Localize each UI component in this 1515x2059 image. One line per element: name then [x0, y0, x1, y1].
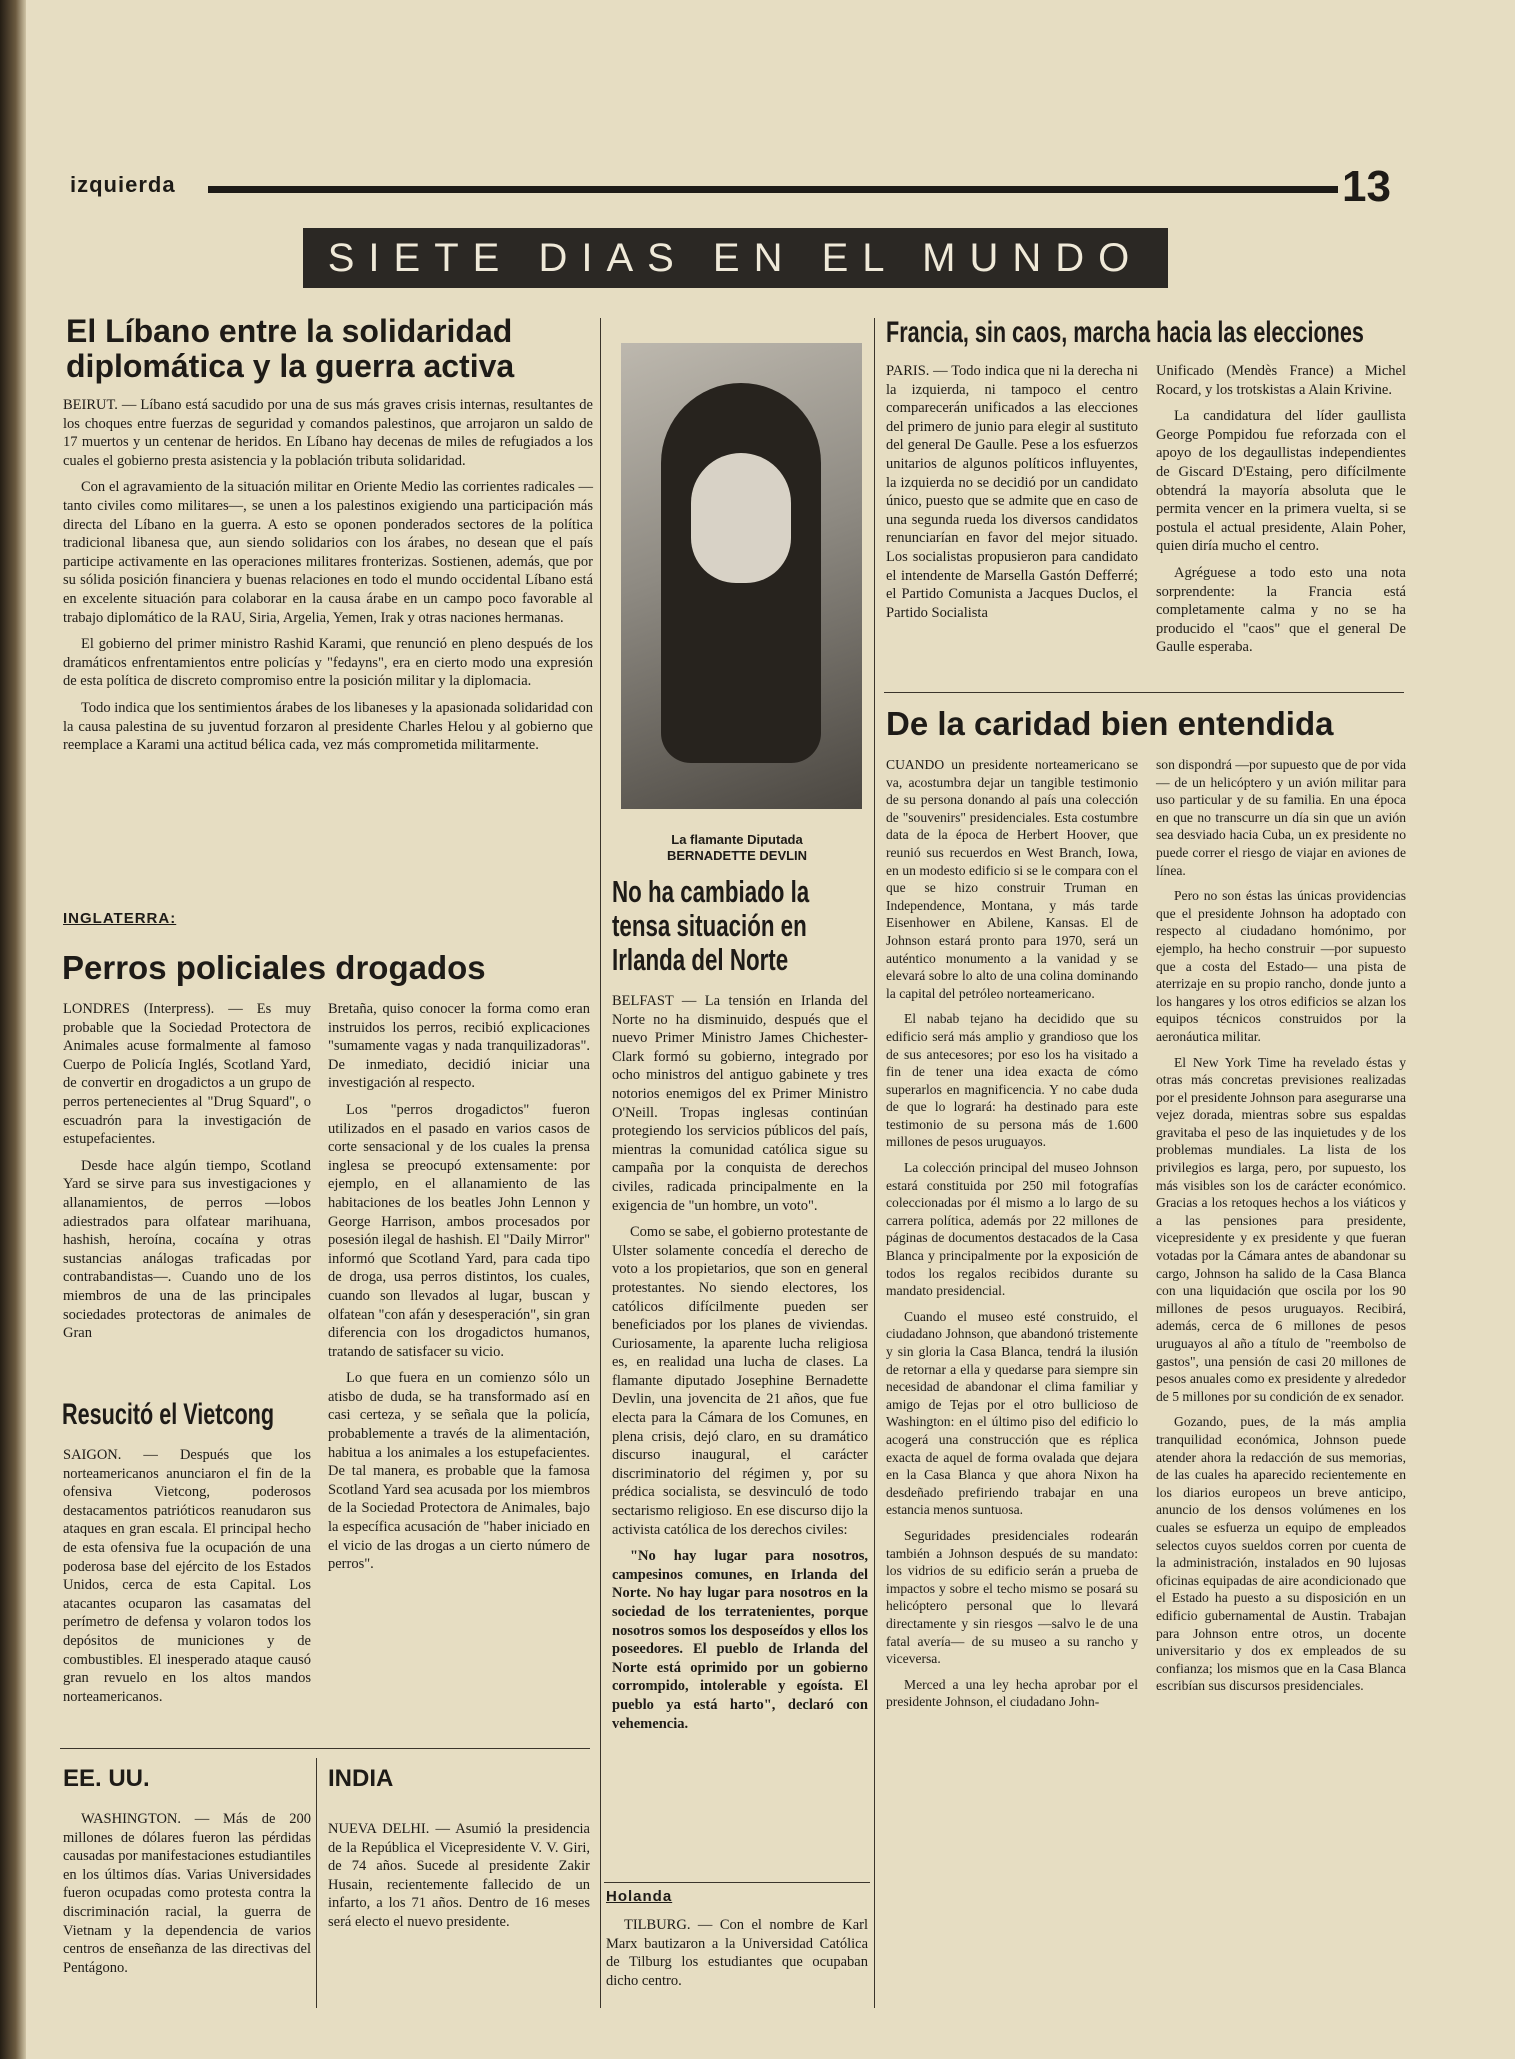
paragraph: PARIS. — Todo indica que ni la derecha ni la izquierda, ni tampoco el centro comparecerán unificados a las elecciones del primero de junio para elegir al sustituto del general De Gaulle. Pese a los esfuerzos unitarios de algunos políticos influyentes, la izquierda no se decidió por un candidato único, puesto que se admite que en caso de una segunda rueda los diversos candidatos renunciarían en favor del mejor situado. Los socialistas propusieron para candidato el intendente de Marsella Gastón Defferré; el Partido Comunista a Jacques Duclos, el Partido Socialista	[886, 363, 1138, 621]
paragraph: Pero no son éstas las únicas providencias que el presidente Johnson ha adoptado con respecto al ciudadano homónimo, por ejemplo, ha hecho construir —por supuesto que a costa del Estado— una pista de aterrizaje en su propio rancho, donde junto a los hangares y los otros edificios se alzan los equipos técnicos construidos por la aeronáutica militar.	[1156, 888, 1406, 1044]
paragraph: LONDRES (Interpress). — Es muy probable que la Sociedad Protectora de Animales acuse formalmente al famoso Cuerpo de Policía Inglés, Scotland Yard, de convertir en drogadictos a un grupo de perros pertenecientes al "Drug Squard", o escuadrón para la investigación de estupefacientes.	[63, 1001, 311, 1148]
section-rule	[60, 1748, 590, 1749]
column-rule	[600, 318, 601, 2008]
francia-column-2	[1156, 362, 1406, 665]
paragraph: Como se sabe, el gobierno protestante de Ulster solamente concedía el derecho de voto a los propietarios, que son en general protestantes. No siendo electores, los católicos difícilmente pueden ser beneficiados por los planes de viviendas. Curiosamente, la aparente lucha religiosa es, en realidad una lucha de clases. La flamante diputado Josephine Bernadette Devlin, una jovencita de 21 años, que fue electa para la Cámara de los Comunes, en plena crisis, dejó claro, en su dramático discurso inaugural, el carácter discriminatorio del régimen y, por su prédica socialista, se desvinculó de todo sectarismo religioso. En ese discurso dijo la activista católica de los derechos civiles:	[612, 1224, 868, 1538]
paragraph: Agréguese a todo esto una nota sorprendente: la Francia está completamente calma y no se ha producido el "caos" que el general De Gaulle esperaba.	[1156, 564, 1406, 656]
vietcong-headline-box	[62, 1398, 312, 1438]
page-number: 13	[1342, 162, 1391, 211]
paragraph: TILBURG. — Con el nombre de Karl Marx bautizaron a la Universidad Católica de Tilburg los estudiantes que ocupaban dicho centro.	[606, 1917, 868, 1989]
photo-face	[691, 453, 791, 583]
inglaterra-column-2	[328, 1000, 590, 1582]
paragraph: NUEVA DELHI. — Asumió la presidencia de la República el Vicepresidente V. V. Giri, de 74 años. Sucede al presidente Zakir Husain, recientemente fallecido de un infarto, a los 71 años. Dentro de 16 meses será electo el nuevo presidente.	[328, 1821, 590, 1930]
vietcong-headline: Resucitó el Vietcong	[62, 1398, 275, 1431]
holanda-article	[606, 1916, 868, 1998]
bernadette-devlin-photo	[621, 343, 862, 809]
caridad-headline: De la caridad bien entendida	[886, 705, 1334, 742]
libano-headline: El Líbano entre la solidaridad diplomática y la guerra activa	[66, 313, 515, 384]
section-rule	[604, 1882, 870, 1883]
paragraph: La candidatura del líder gaullista George Pompidou fue reforzada con el apoyo de los degaullistas independientes de Giscard D'Estaing, pero difícilmente obtendrá la mayoría absoluta que le permita vencer en la primera vuelta, si se postula el actual presidente, Alain Poher, quien diría mucho el centro.	[1156, 408, 1406, 555]
francia-headline: Francia, sin caos, marcha hacia las elecciones	[886, 316, 1364, 349]
publication-name: izquierda	[70, 172, 176, 197]
paragraph: Desde hace algún tiempo, Scotland Yard se sirve para sus investigaciones y allanamientos, de perros —lobos adiestrados para olfatear marihuana, hashish, heroína, cocaína y otras sustancias análogas traficadas por contrabandistas—. Cuando uno de los miembros de una de las principales sociedades protectoras de animales de Gran	[63, 1157, 311, 1342]
paragraph: BELFAST — La tensión en Irlanda del Norte no ha disminuido, después que el nuevo Primer Ministro James Chichester-Clark formó su gobierno, integrado por ocho ministros del antiguo gabinete y tres notorios enemigos del ex Primer Ministro O'Neill. Tropas inglesas continúan protegiendo los servicios públicos del país, mientras la comunidad católica sigue su campaña por la conquista de derechos civiles, radicada principalmente en la exigencia de "un hombre, un voto".	[612, 993, 868, 1214]
section-banner: SIETE DIAS EN EL MUNDO	[303, 228, 1168, 288]
paragraph: BEIRUT. — Líbano está sacudido por una de sus más graves crisis internas, resultantes de los choques entre fuerzas de seguridad y comandos palestinos, que arrojaron un saldo de 17 muertos y un centenar de heridos. En Líbano hay decenas de miles de refugiados a los cuales el gobierno presta asistencia y la población tributa solidaridad.	[63, 397, 593, 469]
photo-caption-line-1: La flamante Diputada	[671, 832, 803, 847]
paragraph: Todo indica que los sentimientos árabes de los libaneses y la apasionada solidaridad con la causa palestina de su juventud forzaron al presidente Charles Helou y al gobierno que reemplace a Karami una actitud bélica cada, vez más comprometida militarmente.	[63, 699, 593, 754]
paragraph: Cuando el museo esté construido, el ciudadano Johnson, que abandonó tristemente y sin gloria la Casa Blanca, tendrá la ilusión de retornar a ella y quedarse para siempre sin necesidad de abandonar el clima familiar y amigo de Tejas por el otro bullicioso de Washington: en el último piso del edificio lo acogerá una construcción que es réplica exacta de aquel de forma ovalada que dejara en la Casa Blanca y que ahora Nixon ha desdeñado prefiriendo trabajar en una estancia menos suntuosa.	[886, 1308, 1138, 1518]
section-label-india: INDIA	[328, 1765, 394, 1792]
section-rule	[884, 692, 1404, 693]
column-rule	[316, 1758, 317, 2008]
francia-column-1	[886, 362, 1138, 630]
section-label-inglaterra: INGLATERRA:	[63, 910, 177, 927]
irlanda-headline-line: No ha cambiado la	[612, 875, 810, 909]
irlanda-article	[612, 992, 868, 1741]
vietcong-article	[63, 1446, 311, 1714]
paragraph: Unificado (Mendès France) a Michel Rocard, y los trotskistas a Alain Krivine.	[1156, 363, 1406, 398]
paragraph: Los "perros drogadictos" fueron utilizados en el pasado en varios casos de corte sensacional y de los cuales la prensa inglesa se preocupó extensamente: por ejemplo, en el allanamiento de las habitaciones de los beatles John Lennon y George Harrison, ambos procesados por posesión ilegal de hashish. El "Daily Mirror" informó que Scotland Yard, para cada tipo de droga, usa perros distintos, los cuales, cuando son llevados al lugar, buscan y olfatean "con afán y desesperación", sin gran diferencia con los drogadictos humanos, tratando de satisfacer su vicio.	[328, 1101, 590, 1360]
paragraph: WASHINGTON. — Más de 200 millones de dólares fueron las pérdidas causadas por manifestaciones estudiantiles en los últimos días. Varias Universidades fueron ocupadas como protesta contra la discriminación racial, la guerra de Vietnam y la dependencia de varios centros de enseñanza de las directivas del Pentágono.	[63, 1811, 311, 1976]
paragraph: Lo que fuera en un comienzo sólo un atisbo de duda, se ha transformado así en casi certeza, y se señala que la policía, probablemente a través de la alimentación, habitua a los animales a los estupefacientes. De tal manera, es probable que la famosa Scotland Yard sea acusada por los miembros de la Sociedad Protectora de Animales, bajo la específica acusación de "haber iniciado en el vicio de las drogas a un cierto número de perros".	[328, 1370, 590, 1573]
paragraph: son dispondrá —por supuesto que de por vida— de un helicóptero y un avión militar para uso particular y de su familia. En una época en que no transcurre un día sin que un avión sea desviado hacia Cuba, un ex presidente no puede correr el riesgo de viajar en aviones de línea.	[1156, 757, 1406, 878]
paragraph: Con el agravamiento de la situación militar en Oriente Medio las corrientes radicales —tanto civiles como militares—, se unen a los palestinos exigiendo una participación más directa del Líbano en la guerra. A esto se oponen ponderados sectores de la política tradicional libanesa que, aun siendo solidarios con los árabes, no desean que el país participe activamente en las operaciones militares fronterizas. Sostienen, además, que por su sólida posición financiera y buenas relaciones en todo el mundo occidental Líbano está en excelente situación para colaborar en la causa árabe en un campo poco favorable al trabajo diplomático de la RAU, Siria, Argelia, Yemen, Irak y otras naciones hermanas.	[63, 479, 593, 626]
paragraph: Gozando, pues, de la más amplia tranquilidad económica, Johnson puede atender ahora la redacción de sus memorias, de las cuales ha aparecido recientemente en los diarios europeos un breve anticipo, anuncio de los densos volúmenes en los cuales se esfuerza un equipo de empleados selectos cuyos sueldos corren por cuenta de la administración, instalados en 90 lujosas oficinas equipadas de aire acondicionado que el Estado ha puesto a su disposición en un edificio gubernamental de Austin. Trabajan para Johnson entre otros, un docente universitario y dos ex empleados de su confianza; los mismos que en la Casa Blanca escribían sus discursos presidenciales.	[1156, 1414, 1406, 1694]
paragraph: El New York Time ha revelado éstas y otras más concretas previsiones realizadas por el presidente Johnson para asegurarse una vejez dorada, mientras sobre sus espaldas gravitaba el peso de las inquietudes y de los problemas mundiales. La lista de los privilegios es larga, pero, por supuesto, los más visibles son los de carácter económico. Gracias a los retoques hechos a los viáticos y a las pensiones para presidente, vicepresidente y ex presidente y que fueran votadas por la Cámara antes de abandonar su cargo, Johnson ha salido de la Casa Blanca con una liquidación que oscila por los 90 millones de pesos uruguayos. Recibirá, además, cerca de 6 millones de pesos uruguayos al año a título de "reembolso de gastos", una pensión de casi 20 millones de pesos anuales como ex presidente y alrededor de 5 millones por su condición de ex senador.	[1156, 1054, 1406, 1404]
photo-caption	[604, 832, 870, 864]
paragraph: Merced a una ley hecha aprobar por el presidente Johnson, el ciudadano John-	[886, 1676, 1138, 1710]
irlanda-headline	[612, 875, 870, 985]
eeuu-article	[63, 1810, 311, 1985]
inglaterra-column-1	[63, 1000, 311, 1351]
francia-headline-box	[886, 316, 1406, 360]
photo-caption-line-2: BERNADETTE DEVLIN	[666, 848, 808, 863]
irlanda-headline-line: Irlanda del Norte	[612, 942, 789, 978]
book-binding-shadow	[0, 0, 26, 2059]
paragraph: SAIGON. — Después que los norteamericanos anunciaron el fin de la ofensiva Vietcong, poderosos destacamentos patrióticos reanudaron sus ataques en gran escala. El principal hecho de esta ofensiva fue la ocupación de una poderosa base del ejército de los Estados Unidos, cerca de esta Capital. Los atacantes ocuparon las casamatas del perímetro de defensa y volaron todos los depósitos de municiones y de combustibles. El inesperado ataque causó gran revuelo en los altos mandos norteamericanos.	[63, 1447, 311, 1705]
caridad-column-1	[886, 756, 1138, 1719]
inglaterra-headline: Perros policiales drogados	[62, 949, 486, 986]
paragraph: El gobierno del primer ministro Rashid Karami, que renunció en pleno después de los dramáticos enfrentamientos entre policías y "fedayns", era en cierto modo una expresión de esta política de discreto compromiso entre la posición militar y la diplomacia.	[63, 636, 593, 690]
india-article	[328, 1820, 590, 1940]
paragraph: La colección principal del museo Johnson estará constituida por 250 mil fotografías coleccionadas por él mismo a lo largo de su carrera política, además por 22 millones de páginas de documentos destacados de la Casa Blanca y principalmente por la exposición de todos los regalos recibidos durante su mandato presidencial.	[886, 1160, 1138, 1299]
section-label-eeuu: EE. UU.	[63, 1765, 150, 1792]
caridad-column-2	[1156, 756, 1406, 1703]
irlanda-headline-line: tensa situación en	[612, 908, 807, 944]
paragraph: CUANDO un presidente norteamericano se va, acostumbra dejar un tangible testimonio de su persona donando al país una colección de "souvenirs" presidenciales. Esta costumbre data de la época de Herbert Hoover, que reunió sus recuerdos en West Branch, Iowa, en un modesto edificio si se le compara con el que se hizo construir Truman en Independence, Montana, y más tarde Eisenhower en Abilene, Kansas. El de Johnson estará pronto para 1970, será un auténtico monumento a la vanidad y se elevará sobre lo alto de una colina dominando la capital del petróleo norteamericano.	[886, 757, 1138, 1001]
paragraph: El nabab tejano ha decidido que su edificio será más amplio y grandioso que los de sus antecesores; por eso los ha visitado a fin de tener una idea exacta de cómo superarlos en magnificencia. Y no cabe duda de que lo logrará: ha destinado para este testimonio de su persona más de 1.600 millones de pesos uruguayos.	[886, 1011, 1138, 1150]
libano-article	[63, 396, 593, 763]
header-rule	[208, 186, 1338, 193]
section-label-holanda: Holanda	[606, 1888, 673, 1905]
column-rule	[874, 318, 875, 2008]
paragraph: Bretaña, quiso conocer la forma como eran instruidos los perros, recibió explicaciones "sumamente vagas y nada tranquilizadoras". De inmediato, decidió iniciar una investigación al respecto.	[328, 1001, 590, 1092]
paragraph: Seguridades presidenciales rodearán también a Johnson después de su mandato: los vidrios de su edificio serán a prueba de impactos y sobre el techo mismo se posará su helicóptero personal que lo llevará directamente y sin riesgos —salvo le de una fatal avería— de su museo a su rancho y viceversa.	[886, 1527, 1138, 1667]
quote-paragraph: "No hay lugar para nosotros, campesinos comunes, en Irlanda del Norte. No hay lugar para nosotros en la sociedad de los terratenientes, porque nosotros somos los desposeídos y ellos los poseedores. El pueblo de Irlanda del Norte está oprimido por un gobierno corrompido, intolerable y egoísta. El pueblo ya está harto", declaró con vehemencia.	[612, 1548, 868, 1732]
